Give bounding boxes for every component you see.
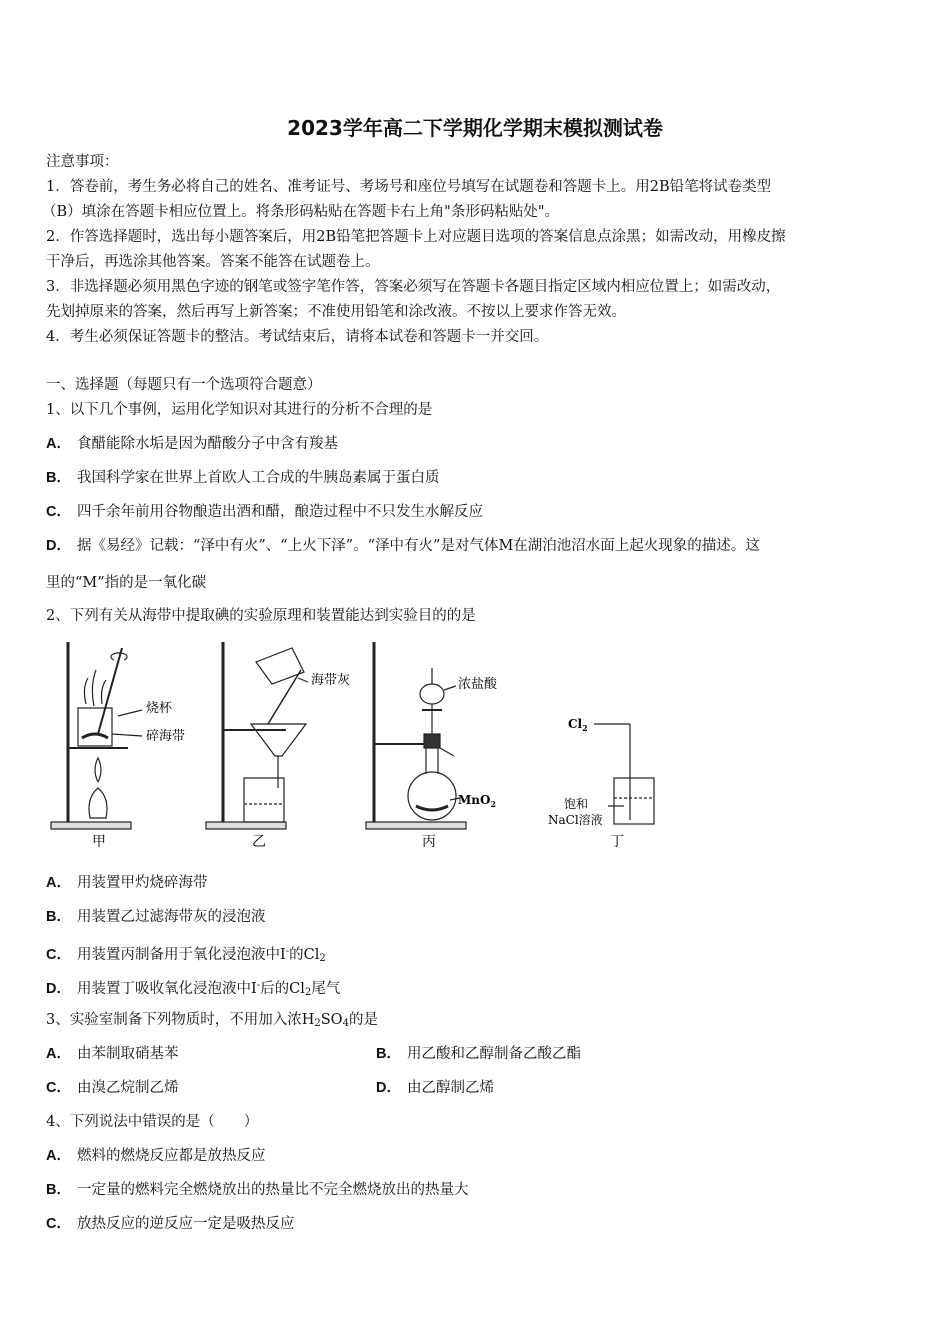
q4-option-c	[46, 1212, 916, 1237]
separatory-funnel	[420, 684, 444, 704]
option-label: A．	[46, 1046, 71, 1062]
cl2-sub: 2	[582, 723, 588, 733]
page-title: 2023学年高二下学期化学期末模拟测试卷	[287, 116, 663, 140]
option-text: 燃料的燃烧反应都是放热反应	[76, 1148, 266, 1164]
option-text: 用装置甲灼烧碎海带	[76, 875, 208, 891]
option-label: C．	[46, 1080, 71, 1096]
subscript: 2	[314, 1018, 321, 1029]
alcohol-lamp	[89, 788, 107, 818]
label-jia: 甲	[92, 834, 106, 850]
beaker-ding	[614, 778, 654, 824]
stand-base-jia	[51, 822, 131, 829]
q1-option-b	[46, 466, 916, 491]
option-label: A．	[46, 875, 71, 891]
option-text: 四千余年前用谷物酿造出酒和醋，酿造过程中不只发生水解反应	[76, 504, 483, 520]
label-ash: 海带灰	[311, 673, 351, 688]
q4-option-a	[46, 1144, 916, 1169]
apparatus-diagram	[46, 638, 686, 856]
option-text: 尾气	[311, 981, 341, 997]
stand-base-bing	[366, 822, 466, 829]
q3-option-a	[46, 1042, 366, 1067]
notice-line: 2．作答选择题时，选出每小题答案后，用2B铅笔把答题卡上对应题目选项的答案信息点涂黑；如需改动，用橡皮擦	[46, 229, 786, 245]
label-kelp: 碎海带	[146, 729, 186, 744]
label-cl2	[568, 717, 588, 733]
option-text: 用乙酸和乙醇制备乙酸乙酯	[406, 1046, 581, 1062]
option-text: 食醋能除水垢是因为醋酸分子中含有羧基	[76, 436, 338, 452]
q2-option-b	[46, 905, 916, 930]
q2-option-c	[46, 939, 916, 971]
q3-option-c	[46, 1076, 366, 1101]
notice-line: 干净后，再选涂其他答案。答案不能答在试题卷上。	[46, 254, 380, 270]
question-4-stem: 4、下列说法中错误的是（ ）	[46, 1114, 259, 1130]
label-hcl: 浓盐酸	[458, 677, 498, 692]
label-ding: 丁	[610, 834, 624, 850]
apparatus-figure	[46, 638, 686, 856]
subscript: 2	[304, 987, 312, 998]
q2-option-a	[46, 871, 916, 896]
label-beaker: 烧杯	[146, 701, 173, 716]
mno2-sub: 2	[490, 799, 497, 809]
option-label: A．	[46, 436, 71, 452]
stem-text: 3、实验室制备下列物质时，不用加入浓H	[46, 1012, 315, 1028]
label-saturated: 饱和	[564, 797, 589, 811]
subscript: 2	[319, 953, 326, 964]
question-1-stem: 1、以下几个事例，运用化学知识对其进行的分析不合理的是	[46, 402, 433, 418]
question-3-stem	[46, 1008, 916, 1036]
q3-option-b	[376, 1042, 896, 1067]
q2-option-d	[46, 973, 916, 1005]
notice-line: 先划掉原来的答案，然后再写上新答案；不准使用铅笔和涂改液。不按以上要求作答无效。	[46, 304, 626, 320]
option-label: B．	[46, 470, 71, 486]
round-bottom-flask	[408, 772, 456, 820]
label-nacl: NaCl溶液	[548, 813, 603, 827]
label-bing: 丙	[422, 834, 436, 850]
stem-text: 的是	[348, 1012, 378, 1028]
option-text: 一定量的燃料完全燃烧放出的热量比不完全燃烧放出的热量大	[76, 1182, 469, 1198]
option-label: B．	[46, 909, 71, 925]
notice-line: （B）填涂在答题卡相应位置上。将条形码粘贴在答题卡右上角"条形码粘贴处"。	[42, 204, 559, 220]
option-text: 用装置丙制备用于氧化浸泡液中I	[76, 947, 286, 963]
option-text: 的Cl	[289, 947, 320, 963]
funnel	[251, 724, 306, 756]
option-text: 用装置乙过滤海带灰的浸泡液	[76, 909, 266, 925]
option-label: B．	[46, 1182, 71, 1198]
label-yi: 乙	[252, 834, 266, 850]
beaker-jia	[78, 708, 112, 746]
question-2-stem: 2、下列有关从海带中提取碘的实验原理和装置能达到实验目的的是	[46, 608, 476, 624]
q1-option-d-cont: 里的“M”指的是一氧化碳	[46, 575, 207, 591]
notice-line: 1．答卷前，考生务必将自己的姓名、准考证号、考场号和座位号填写在试题卷和答题卡上。用2B铅笔将试卷类型	[46, 179, 772, 195]
notice-heading: 注意事项：	[46, 154, 119, 170]
cl2-text: Cl	[568, 717, 583, 731]
notice-line: 4．考生必须保证答题卡的整洁。考试结束后，请将本试卷和答题卡一并交回。	[46, 329, 549, 345]
stand-base-yi	[206, 822, 286, 829]
option-label: A．	[46, 1148, 71, 1164]
option-text: 我国科学家在世界上首欧人工合成的牛胰岛素属于蛋白质	[76, 470, 440, 486]
option-text: 由乙醇制乙烯	[406, 1080, 494, 1096]
pouring-beaker	[256, 648, 304, 684]
option-label: D．	[46, 538, 71, 554]
q4-option-b	[46, 1178, 916, 1203]
option-text: 据《易经》记载：“泽中有火”、“上火下泽”。“泽中有火”是对气体M在湖泊池沼水面上起火现象的描述。这	[76, 538, 760, 554]
option-label: D．	[376, 1080, 401, 1096]
mno2-text: MnO	[458, 793, 491, 807]
section-heading: 一、选择题（每题只有一个选项符合题意）	[46, 377, 322, 393]
option-label: B．	[376, 1046, 401, 1062]
superscript: -	[256, 980, 261, 991]
superscript: -	[285, 946, 290, 957]
option-text: 用装置丁吸收氧化浸泡液中I	[76, 981, 257, 997]
q1-option-d	[46, 534, 916, 559]
q1-option-c	[46, 500, 916, 525]
option-text: 放热反应的逆反应一定是吸热反应	[76, 1216, 295, 1232]
notice-line: 3．非选择题必须用黑色字迹的钢笔或签字笔作答，答案必须写在答题卡各题目指定区域内相应位置上；如需改动，	[46, 279, 781, 295]
q3-option-d	[376, 1076, 896, 1101]
subscript: 4	[342, 1018, 349, 1029]
option-text: 后的Cl	[260, 981, 305, 997]
q1-option-a	[46, 432, 916, 457]
option-label: D．	[46, 981, 71, 997]
stem-text: SO	[320, 1012, 343, 1028]
option-label: C．	[46, 504, 71, 520]
label-mno2	[458, 793, 496, 809]
option-label: C．	[46, 1216, 71, 1232]
option-text: 由苯制取硝基苯	[76, 1046, 179, 1062]
option-text: 由溴乙烷制乙烯	[76, 1080, 179, 1096]
option-label: C．	[46, 947, 71, 963]
